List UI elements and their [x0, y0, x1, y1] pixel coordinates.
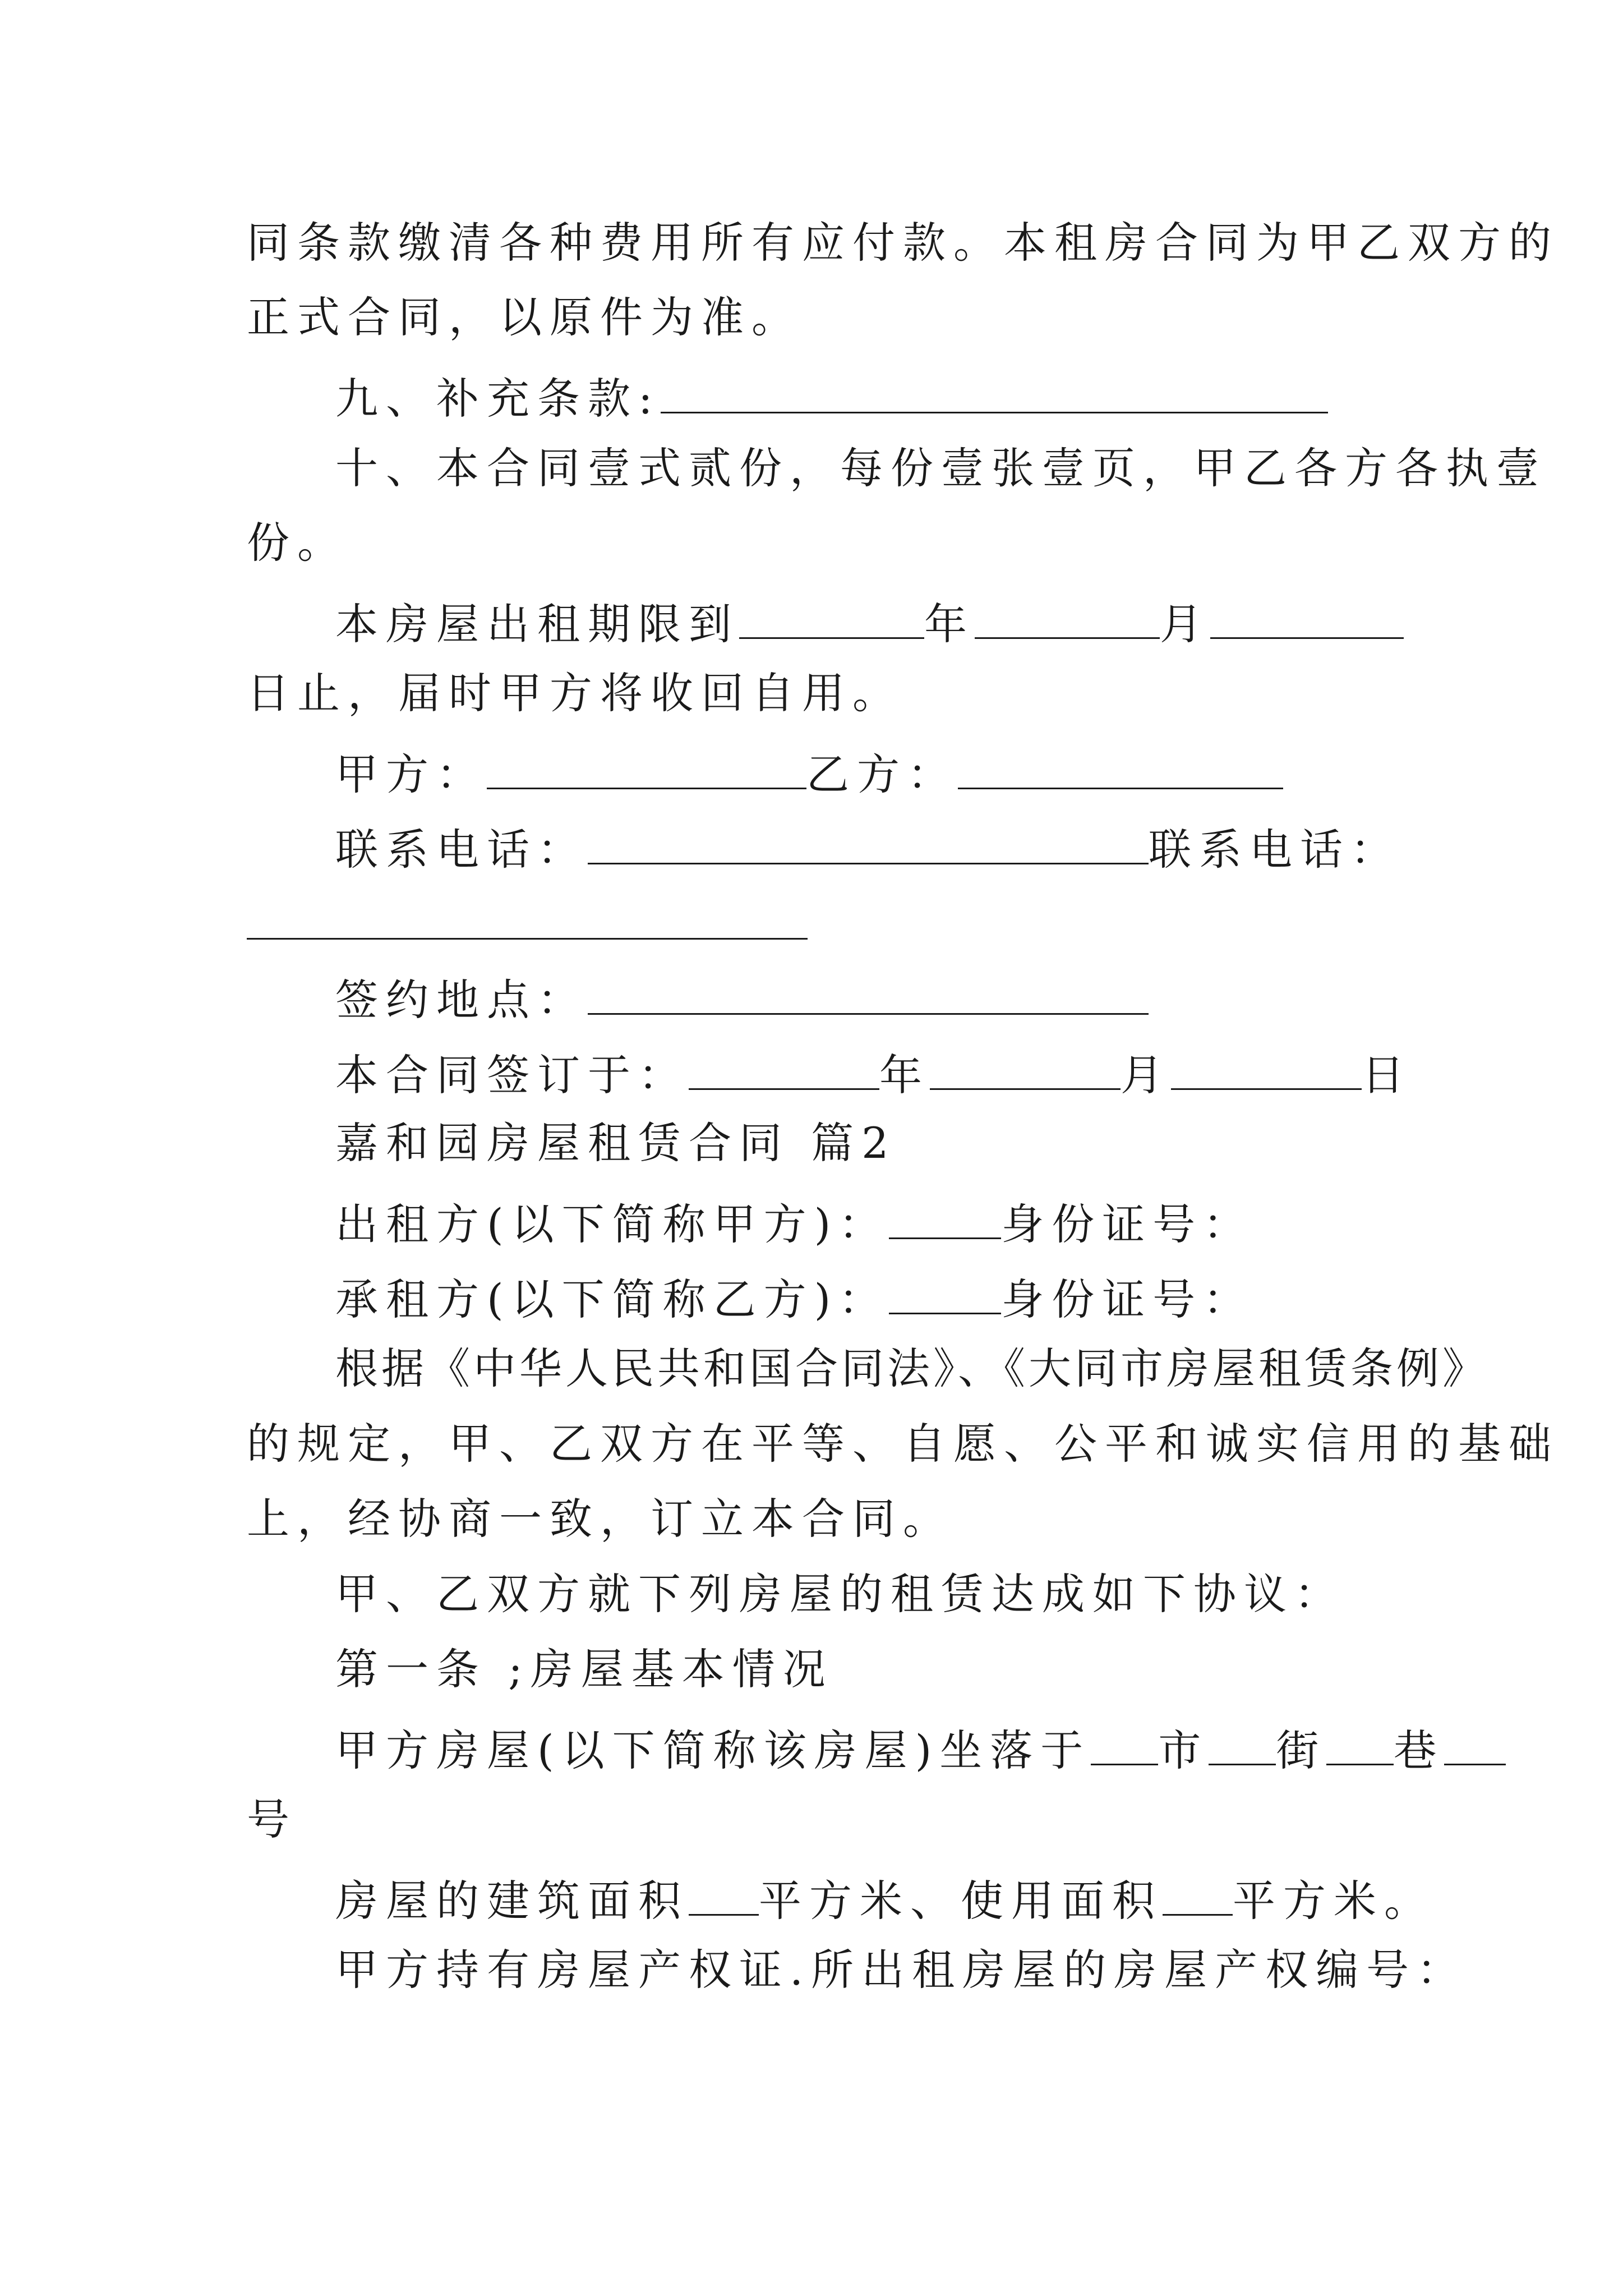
phone-a-label: 联系电话： [335, 825, 588, 875]
phone-b-blank-line [247, 898, 808, 948]
lessee-line [335, 1272, 1253, 1323]
blank-year [689, 1048, 879, 1090]
blank-day [1171, 1048, 1362, 1090]
year-label: 年 [924, 599, 975, 649]
signing-place [335, 973, 1149, 1023]
party-b-label: 乙方： [806, 749, 958, 799]
contact-phones [335, 822, 1401, 873]
paragraph-line: 甲、乙双方就下列房屋的租赁达成如下协议： [335, 1569, 1345, 1619]
blank-day [1210, 597, 1404, 639]
paragraph-line: 上，经协商一致，订立本合同。 [247, 1494, 953, 1544]
blank-year [739, 597, 924, 639]
blank-number [1444, 1723, 1506, 1765]
month-label: 月 [1160, 599, 1210, 649]
paragraph-line: 正式合同，以原件为准。 [247, 292, 802, 342]
signing-date [335, 1048, 1412, 1098]
blank-phone-a [588, 822, 1149, 864]
signing-place-label: 签约地点： [335, 975, 588, 1025]
street-label: 街 [1276, 1726, 1327, 1775]
blank-month [975, 597, 1160, 639]
year-label: 年 [879, 1050, 930, 1100]
blank-street [1209, 1723, 1276, 1765]
blank-usable-area [1163, 1874, 1233, 1916]
id-number-label: 身份证号： [1001, 1274, 1254, 1324]
signature-parties [335, 747, 1283, 798]
city-label: 市 [1158, 1726, 1209, 1775]
unit-label: 平方米。 [1233, 1876, 1435, 1926]
phone-b-label: 联系电话： [1149, 825, 1401, 875]
day-label: 日 [1362, 1050, 1412, 1100]
party-a-label: 甲方： [335, 749, 487, 799]
paragraph-line: 甲方持有房屋产权证.所出租房屋的房屋产权编号： [335, 1945, 1468, 1995]
location-line [335, 1723, 1506, 1774]
blank-party-b [958, 747, 1283, 789]
lease-term-line [335, 597, 1404, 647]
id-number-label: 身份证号： [1001, 1199, 1254, 1249]
paragraph-line: 根据《中华人民共和国合同法》、《大同市房屋租赁条例》 [335, 1343, 1488, 1393]
area-label: 房屋的建筑面积 [335, 1876, 689, 1926]
location-label: 甲方房屋(以下简称该房屋)坐落于 [335, 1726, 1091, 1775]
lane-label: 巷 [1394, 1726, 1445, 1775]
lease-term-label: 本房屋出租期限到 [335, 599, 739, 649]
paragraph-line: 份。 [247, 518, 348, 568]
blank-lessor [889, 1197, 1001, 1239]
paragraph-line: 十、本合同壹式贰份，每份壹张壹页，甲乙各方各执壹 [335, 443, 1547, 493]
blank-phone-b [247, 898, 808, 940]
month-label: 月 [1121, 1050, 1171, 1100]
lessee-label: 承租方(以下简称乙方)： [335, 1274, 889, 1324]
blank-place [588, 973, 1149, 1015]
lessor-line [335, 1197, 1253, 1248]
supplementary-clause [335, 371, 1328, 422]
area-line [335, 1874, 1435, 1924]
paragraph-line: 的规定，甲、乙双方在平等、自愿、公平和诚实信用的基础 [247, 1419, 1559, 1469]
article-heading: 第一条 ;房屋基本情况 [335, 1644, 833, 1694]
lessor-label: 出租方(以下简称甲方)： [335, 1199, 889, 1249]
usable-area-label: 平方米、使用面积 [759, 1876, 1163, 1926]
blank-lessee [889, 1272, 1001, 1314]
section-title: 嘉和园房屋租赁合同 篇2 [335, 1118, 897, 1168]
paragraph-line: 同条款缴清各种费用所有应付款。本租房合同为甲乙双方的 [247, 218, 1559, 268]
paragraph-line: 日止，届时甲方将收回自用。 [247, 668, 903, 718]
blank-month [930, 1048, 1121, 1090]
blank-party-a [487, 747, 806, 789]
supplementary-clause-label: 九、补充条款: [335, 374, 661, 424]
blank-city [1091, 1723, 1158, 1765]
blank-building-area [689, 1874, 759, 1916]
paragraph-line: 号 [247, 1795, 297, 1844]
signing-date-label: 本合同签订于： [335, 1050, 689, 1100]
blank-lane [1326, 1723, 1394, 1765]
blank-line [661, 371, 1328, 413]
